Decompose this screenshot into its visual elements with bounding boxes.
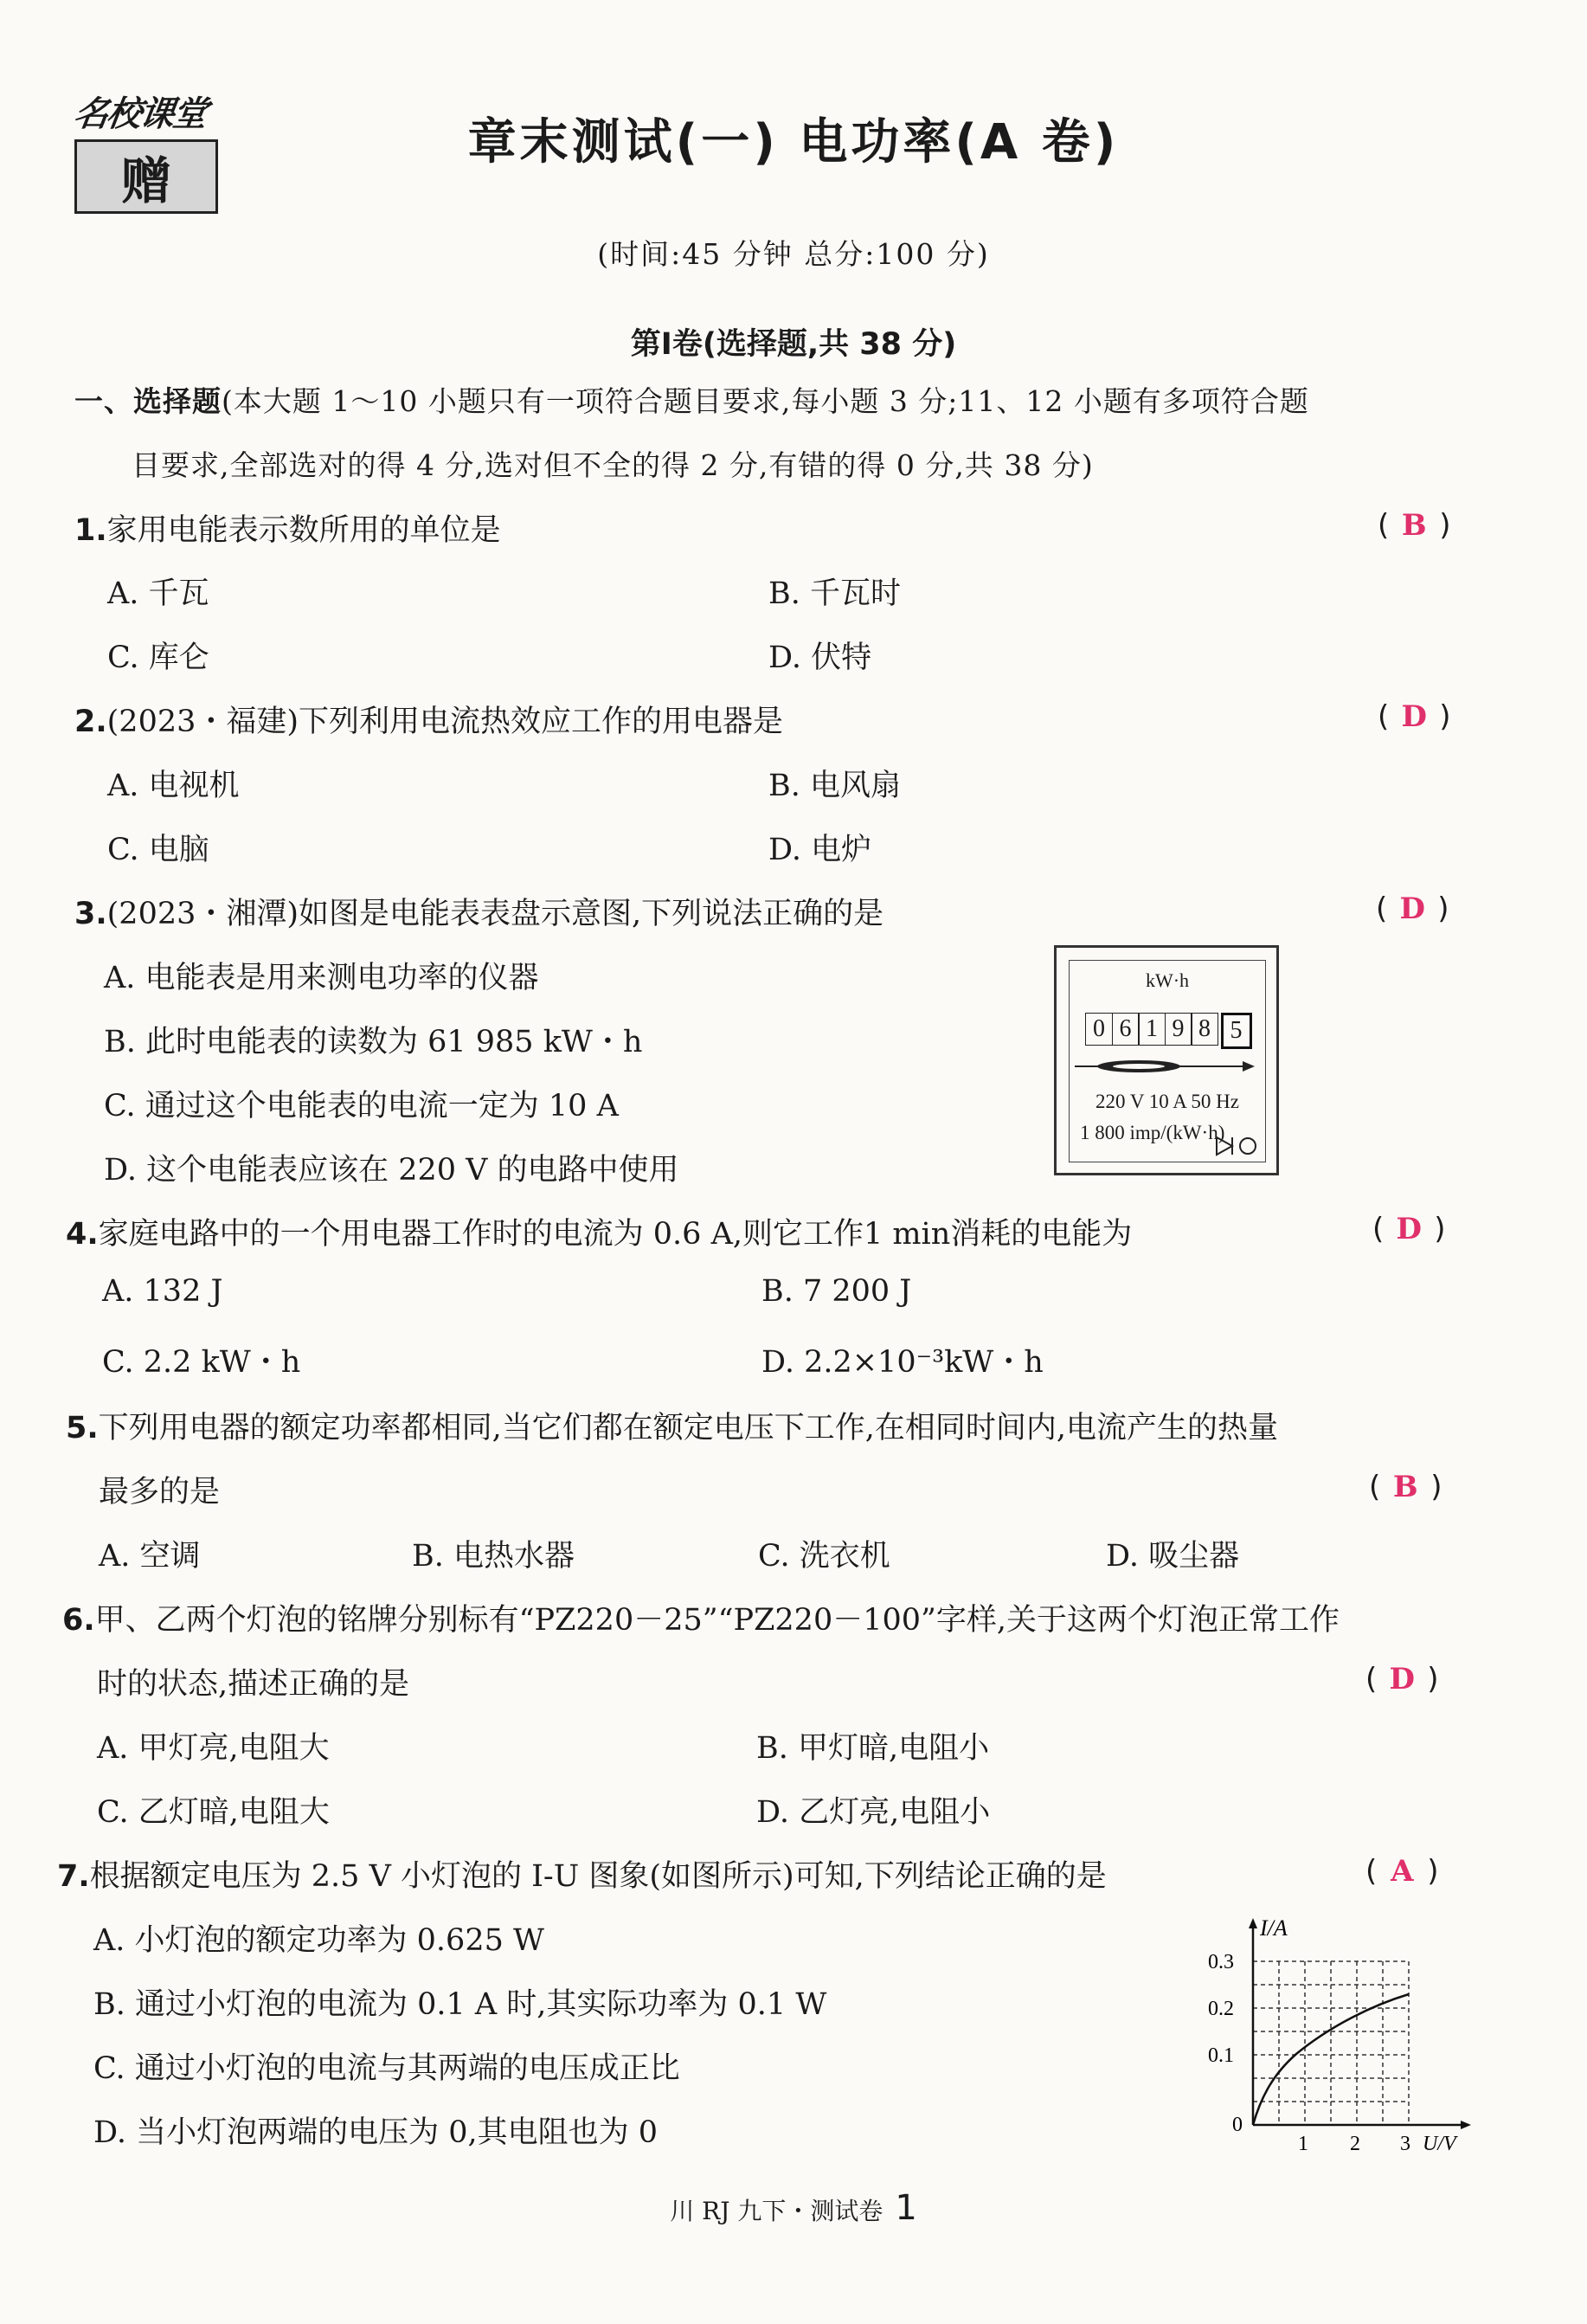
question-text: 根据额定电压为 2.5 V 小灯泡的 I-U 图象(如图所示)可知,下列结论正确的是 [89,1859,1107,1894]
option-4b: B. 7 200 J [761,1274,912,1309]
answer-bracket-3: ( D ) [1376,892,1449,926]
option-7b: B. 通过小灯泡的电流为 0.1 A 时,其实际功率为 0.1 W [93,1987,827,2022]
option-4a: A. 132 J [102,1274,223,1309]
option-7d: D. 当小灯泡两端的电压为 0,其电阻也为 0 [93,2115,658,2150]
question-2 [74,698,783,741]
answer-bracket-4: ( D ) [1372,1212,1446,1246]
y-tick-0.1: 0.1 [1208,2044,1234,2067]
answer-bracket-5: ( B ) [1369,1470,1442,1504]
meter-digits [1085,1013,1250,1049]
x-tick-1: 1 [1298,2133,1308,2155]
option-3d: D. 这个电能表应该在 220 V 的电路中使用 [104,1153,679,1188]
option-4c: C. 2.2 kW・h [102,1345,301,1380]
option-1d: D. 伏特 [768,641,872,675]
question-text: 甲、乙两个灯泡的铭牌分别标有“PZ220－25”“PZ220－100”字样,关于这两个灯泡正常工作 [94,1603,1340,1638]
y-axis-arrow-icon [1249,1918,1257,1928]
answer-bracket-1: ( B ) [1378,508,1451,543]
footer-text: 川 RJ 九下・测试卷 [670,2197,883,2225]
question-number: 5. [66,1411,99,1445]
x-tick-3: 3 [1400,2133,1410,2155]
iu-graph [1201,1913,1495,2164]
option-2d: D. 电炉 [768,833,872,867]
answer-mark: D [1401,699,1427,734]
exam-time-info: (时间:45 分钟 总分:100 分) [597,237,990,271]
meter-rotating-disc-icon [1070,1054,1265,1078]
option-5d: D. 吸尘器 [1106,1539,1240,1574]
part-title: 第Ⅰ卷(选择题,共 38 分) [630,327,957,362]
answer-mark: D [1389,1662,1415,1696]
option-3b: B. 此时电能表的读数为 61 985 kW・h [104,1025,643,1059]
answer-bracket-6: ( D ) [1365,1662,1439,1696]
answer-mark: D [1399,892,1425,926]
meter-indicator-icon [1213,1134,1262,1158]
graph-grid [1253,1961,1409,2125]
page-number: 1 [895,2188,917,2228]
page-title: 章末测试(一) 电功率(A 卷) [467,114,1120,171]
meter-digit: 6 [1112,1013,1140,1046]
question-number: 6. [62,1603,95,1638]
question-5 [66,1404,1278,1447]
question-number: 3. [74,897,107,931]
section-heading: 一、选择题 [74,384,222,418]
question-text: (2023・湘潭)如图是电能表表盘示意图,下列说法正确的是 [106,897,884,931]
answer-mark: A [1391,1854,1414,1889]
option-2b: B. 电风扇 [768,769,901,803]
logo-gift-badge: 赠 [74,139,218,214]
question-number: 4. [66,1217,99,1252]
question-5-line2: 最多的是 [99,1475,221,1510]
question-text: 家庭电路中的一个用电器工作时的电流为 0.6 A,则它工作1 min消耗的电能为 [98,1217,1133,1252]
meter-digit: 9 [1165,1013,1192,1046]
option-6c: C. 乙灯暗,电阻大 [97,1795,330,1830]
question-6 [62,1596,1340,1639]
option-3a: A. 电能表是用来测电功率的仪器 [104,961,539,995]
meter-digit: 0 [1085,1013,1113,1046]
section-instructions-line1 [74,379,1494,420]
option-3c: C. 通过这个电能表的电流一定为 10 A [104,1089,619,1123]
option-6d: D. 乙灯亮,电阻小 [756,1795,991,1830]
meter-panel [1069,960,1266,1162]
x-axis-arrow-icon [1461,2121,1471,2129]
option-6a: A. 甲灯亮,电阻大 [97,1731,330,1766]
question-6-line2: 时的状态,描述正确的是 [97,1667,410,1702]
option-1a: A. 千瓦 [107,576,209,611]
option-5c: C. 洗衣机 [758,1539,890,1574]
page-footer [0,2188,1587,2228]
option-5b: B. 电热水器 [412,1539,575,1574]
answer-bracket-2: ( D ) [1378,699,1451,734]
question-1 [74,506,501,550]
answer-bracket-7: ( A ) [1365,1854,1439,1889]
logo-brand-text: 名校课堂 [71,94,209,134]
question-number: 2. [74,705,107,739]
option-2a: A. 电视机 [107,769,240,803]
question-text: (2023・福建)下列利用电流热效应工作的用电器是 [106,705,784,739]
question-number: 7. [57,1859,90,1894]
option-7c: C. 通过小灯泡的电流与其两端的电压成正比 [93,2051,680,2086]
answer-mark: B [1401,508,1427,543]
meter-digit: 8 [1191,1013,1218,1046]
y-tick-0.2: 0.2 [1208,1998,1234,2020]
option-2c: C. 电脑 [107,833,209,867]
energy-meter-figure [1054,945,1279,1175]
question-4 [66,1210,1132,1253]
option-1b: B. 千瓦时 [768,576,901,611]
y-axis-label: I/A [1260,1915,1288,1941]
meter-digit: 1 [1138,1013,1166,1046]
section-instructions-line2: 目要求,全部选对的得 4 分,选对但不全的得 2 分,有错的得 0 分,共 38 分) [132,448,1094,482]
option-4d: D. 2.2×10⁻³kW・h [761,1345,1044,1380]
answer-mark: D [1396,1212,1422,1246]
question-3 [74,890,883,933]
option-5a: A. 空调 [99,1539,201,1574]
meter-rating: 220 V 10 A 50 Hz [1095,1091,1239,1112]
section-instructions-text: (本大题 1～10 小题只有一项符合题目要求,每小题 3 分;11、12 小题有多项符合题 [222,384,1309,418]
option-6b: B. 甲灯暗,电阻小 [756,1731,990,1766]
answer-mark: B [1392,1470,1418,1504]
meter-unit: kW·h [1145,969,1190,991]
option-7a: A. 小灯泡的额定功率为 0.625 W [93,1923,544,1958]
origin-label: 0 [1232,2114,1243,2136]
meter-decimal-digit: 5 [1221,1013,1252,1049]
question-text: 家用电能表示数所用的单位是 [106,513,501,548]
y-tick-0.3: 0.3 [1208,1951,1234,1973]
question-text: 下列用电器的额定功率都相同,当它们都在额定电压下工作,在相同时间内,电流产生的热量 [98,1411,1279,1445]
x-axis-label: U/V [1423,2133,1456,2155]
meter-constant: 1 800 imp/(kW·h) [1080,1122,1225,1143]
x-tick-2: 2 [1350,2133,1360,2155]
question-7 [57,1852,1107,1896]
option-1c: C. 库仑 [107,641,209,675]
question-number: 1. [74,513,107,548]
